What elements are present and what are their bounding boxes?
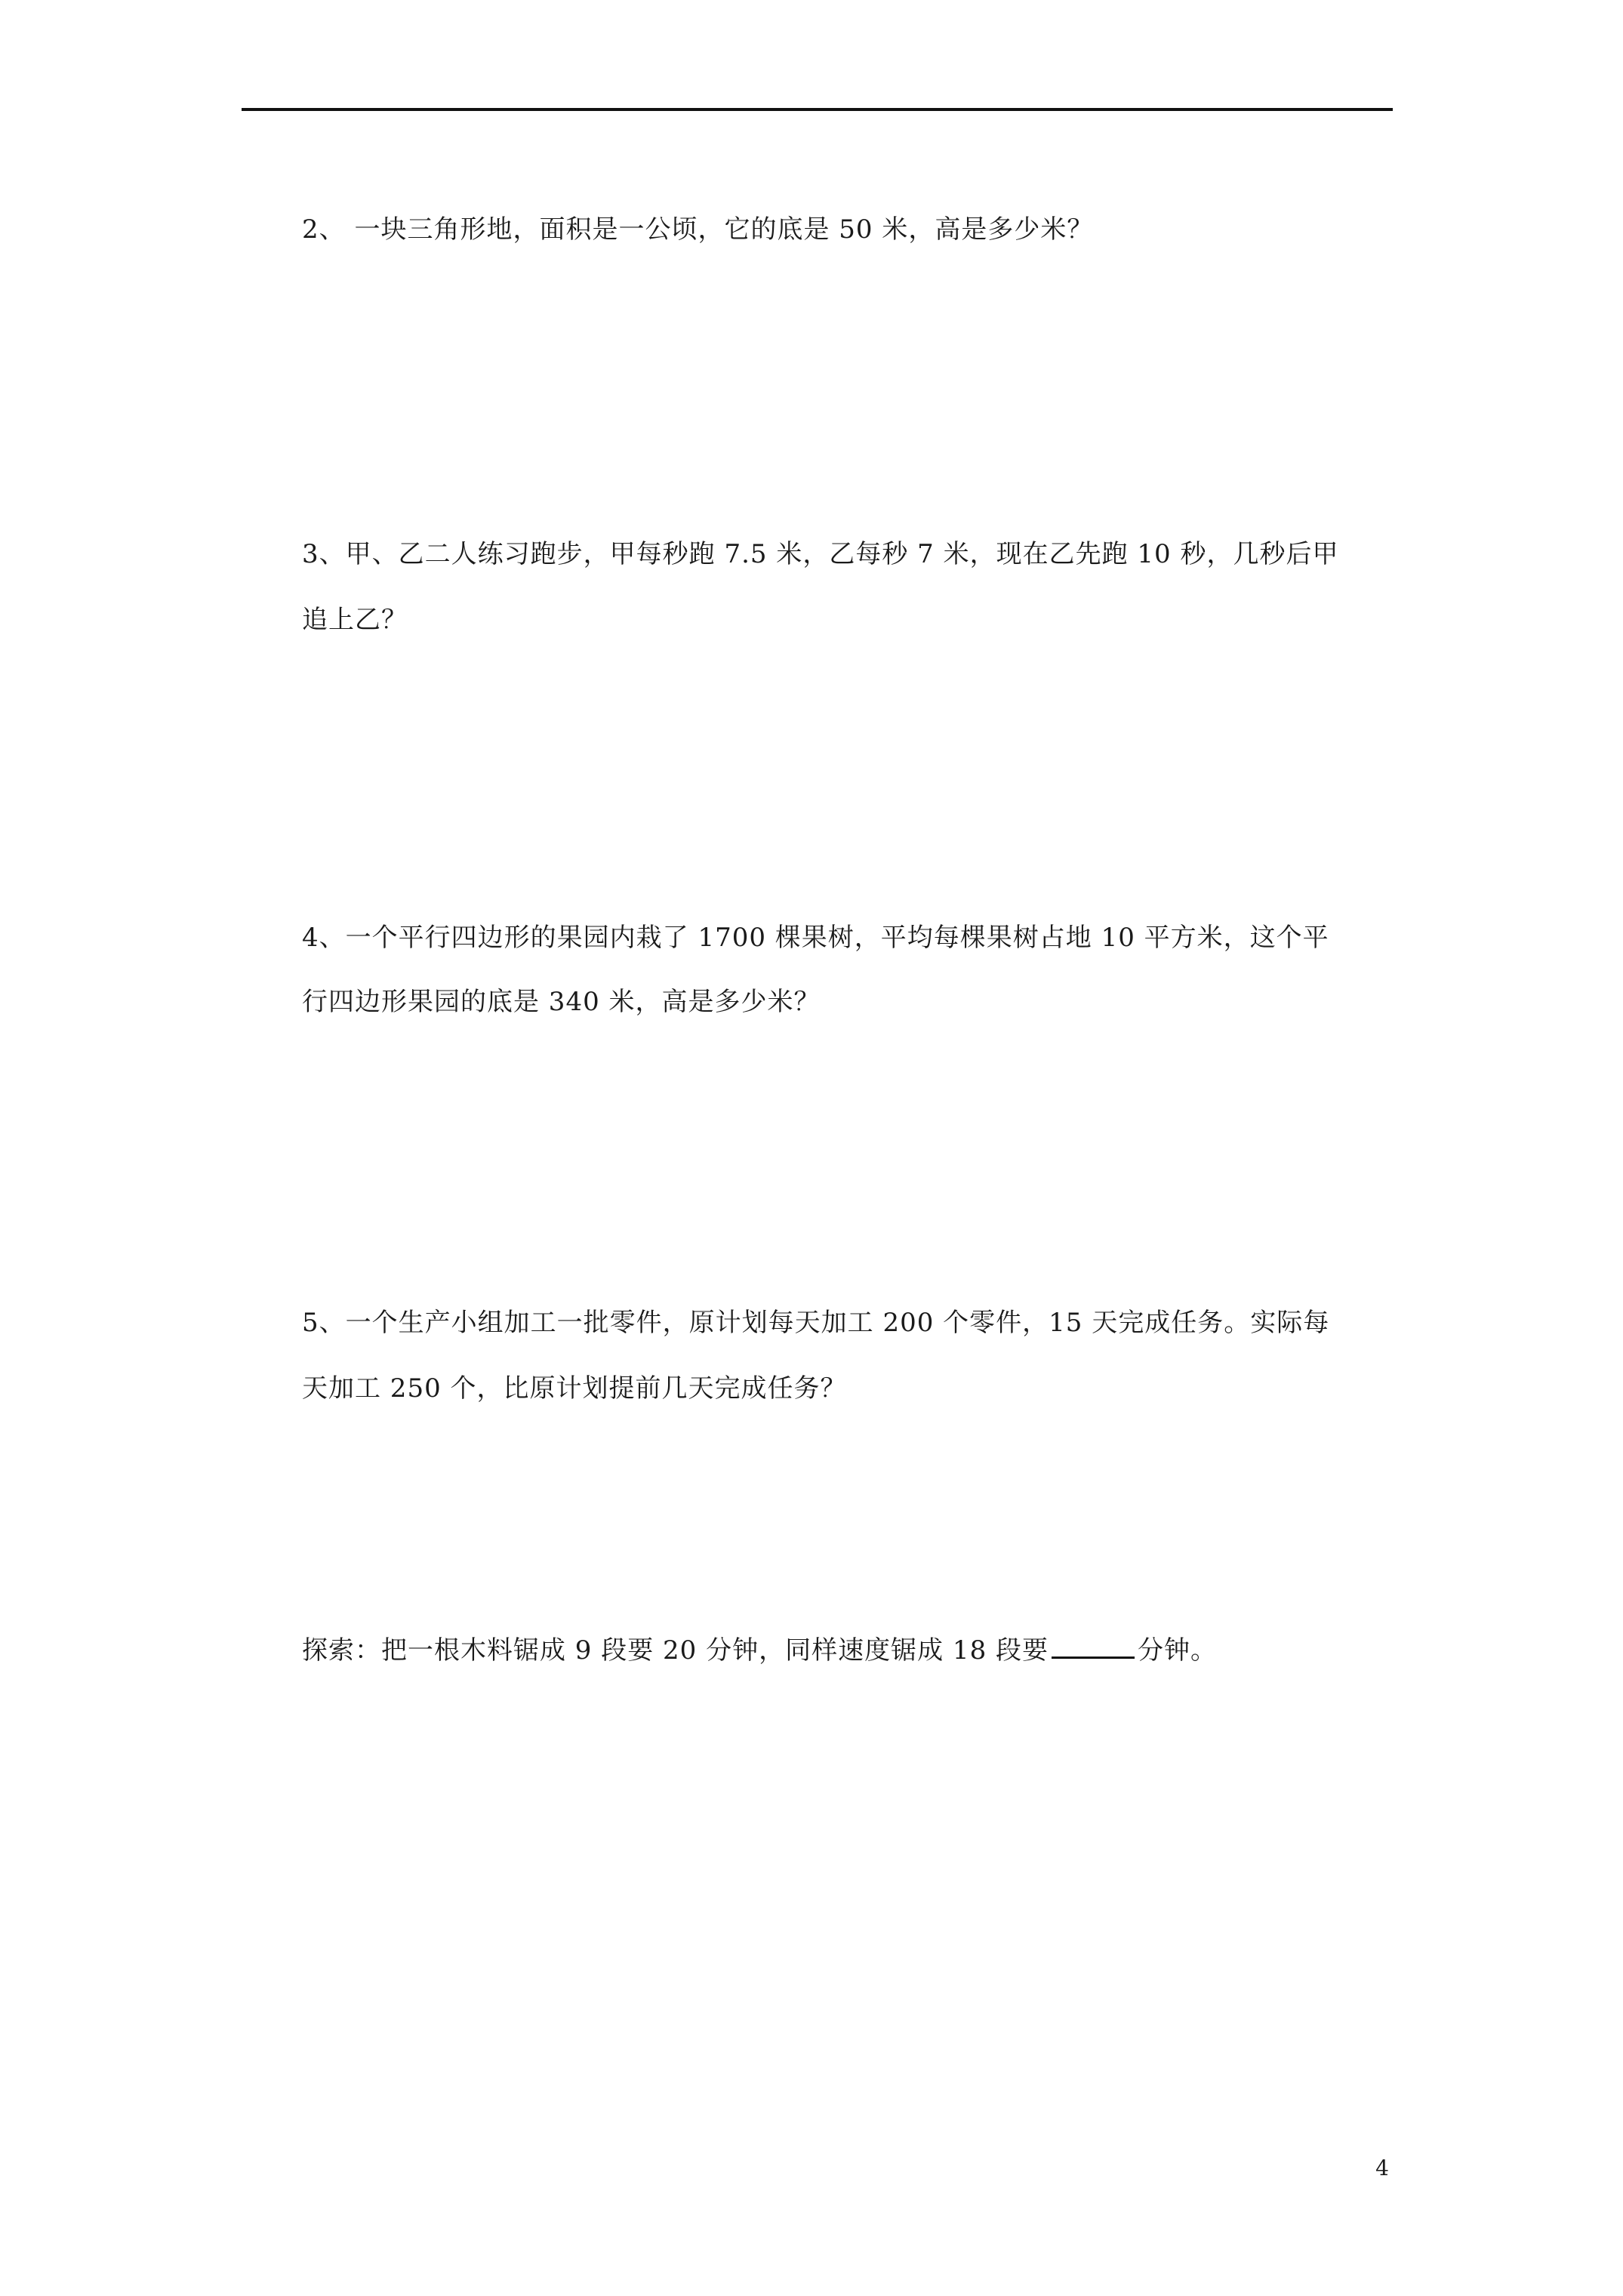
question-4-line-1: 4、一个平行四边形的果园内栽了 1700 棵果树，平均每棵果树占地 10 平方米，这个平: [302, 923, 1329, 953]
explore-question: [302, 1634, 1218, 1666]
explore-text-before-blank: 探索：把一根木料锯成 9 段要 20 分钟，同样速度锯成 18 段要: [302, 1635, 1049, 1666]
question-3-line-2: 追上乙？: [302, 605, 408, 635]
question-3-line-1: 3、甲、乙二人练习跑步，甲每秒跑 7.5 米，乙每秒 7 米，现在乙先跑 10 秒，几秒后甲: [302, 539, 1339, 569]
question-2-line-1: 2、 一块三角形地，面积是一公顷，它的底是 50 米，高是多少米？: [302, 214, 1094, 245]
header-rule: [242, 108, 1393, 111]
question-5-line-1: 5、一个生产小组加工一批零件，原计划每天加工 200 个零件，15 天完成任务。实际每: [302, 1308, 1330, 1338]
page-number: 4: [1375, 2156, 1389, 2180]
answer-blank[interactable]: [1052, 1634, 1135, 1659]
question-5-line-2: 天加工 250 个，比原计划提前几天完成任务？: [302, 1373, 847, 1404]
question-4-line-2: 行四边形果园的底是 340 米，高是多少米？: [302, 987, 821, 1017]
explore-text-after-blank: 分钟。: [1138, 1635, 1218, 1666]
